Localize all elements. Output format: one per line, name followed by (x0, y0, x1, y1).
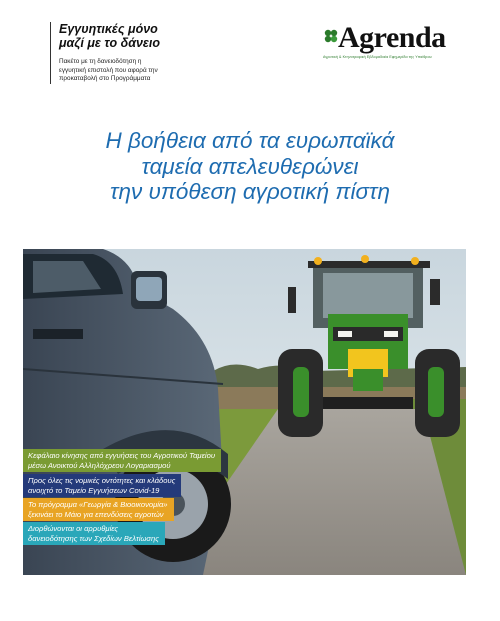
kicker-text-line: Πακέτο με τη δανειοδότηση η (59, 58, 142, 65)
kicker-box (50, 22, 199, 84)
caption-line: ανοιχτό το Ταμείο Εγγυήσεων Covid-19 (28, 485, 160, 495)
caption-item (23, 498, 174, 521)
logo-wordmark: Agrenda (338, 21, 446, 54)
headline-line: ταμεία απελευθερώνει (141, 153, 359, 179)
kicker-text-line: εγγυητική επιστολή που αφορά την (59, 66, 158, 74)
caption-line: δανειοδότησης των Σχεδίων Βελτίωσης (28, 533, 159, 543)
caption-line: Το πρόγραμμα «Γεωργία & Βιοοικονομία» (28, 500, 168, 509)
headline-line: την υπόθεση αγροτική πίστη (110, 179, 390, 204)
kicker-title-line: μαζί με το δάνειο (59, 36, 161, 50)
kicker-text (59, 58, 199, 84)
kicker-title-line: Εγγυητικές μόνο (59, 22, 158, 36)
headline-line: Η βοήθεια από τα ευρωπαϊκά (105, 128, 395, 153)
logo-tagline: Αγροτική & Κτηνοτροφική Εβδομαδιαία Εφημερίδα της Υπαίθρου (323, 55, 432, 59)
kicker-title (59, 22, 199, 50)
caption-line: Κεφάλαιο κίνησης από εγγυήσεις του Αγροτικού Ταμείου (28, 451, 215, 460)
caption-line: Διορθώνονται οι αρρυθμίες (28, 524, 119, 533)
caption-item (23, 474, 181, 497)
agrenda-logo (323, 22, 453, 68)
clover-icon (323, 28, 339, 44)
kicker-text-line: προκαταβολή στο Προγράμματα (59, 75, 151, 83)
caption-item (23, 522, 165, 545)
caption-line: μέσω Ανοικτού Αλληλόχρεου Λογαριασμού (28, 460, 171, 470)
caption-line: Προς όλες τις νομικές οντότητες και κλάδους (28, 476, 176, 485)
headline (20, 128, 480, 205)
caption-item (23, 449, 221, 472)
caption-line: ξεκινάει το Μάιο για επενδύσεις αγροτών (28, 509, 164, 519)
